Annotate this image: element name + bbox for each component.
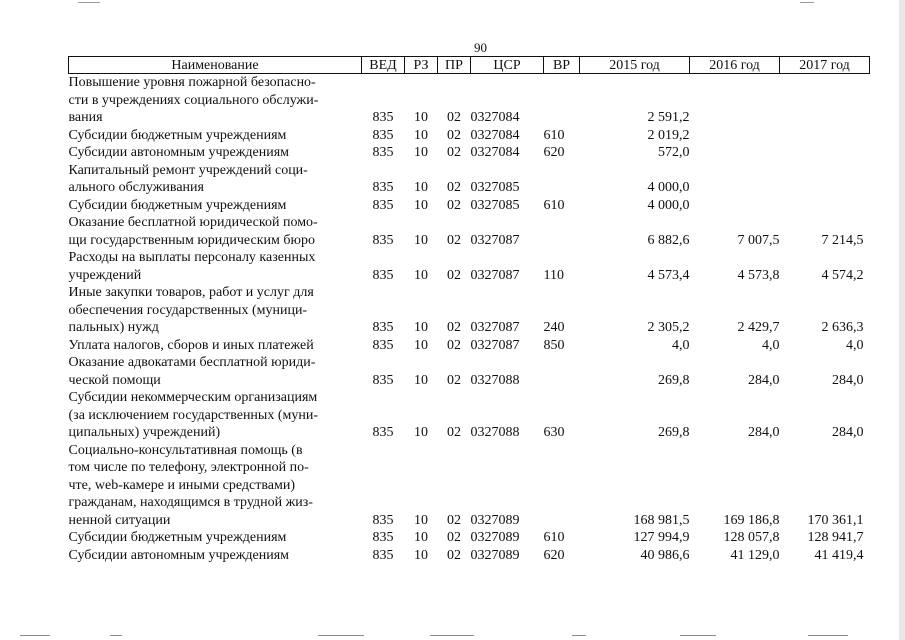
row-pr: 02 [447, 232, 461, 248]
row-2016 [690, 162, 780, 197]
table-row [69, 214, 870, 249]
row-2016 [690, 197, 780, 215]
table-header-row [69, 57, 870, 74]
row-pr: 02 [447, 180, 461, 195]
row-2017 [780, 162, 870, 197]
row-2015: 2 305,2 [647, 320, 690, 335]
row-rz: 10 [414, 145, 428, 160]
table-row [69, 442, 870, 530]
row-2015: 4,0 [672, 337, 690, 353]
row-2017 [780, 74, 870, 127]
row-vr: 610 [543, 127, 565, 143]
scan-edge-top [0, 0, 905, 6]
row-rz: 10 [414, 512, 428, 528]
row-ved: 835 [372, 110, 394, 125]
row-rz: 10 [414, 337, 428, 353]
row-rz: 10 [414, 267, 428, 283]
row-2016 [690, 127, 780, 145]
column-header-csr: ЦСР [471, 57, 544, 74]
row-rz: 10 [414, 232, 428, 248]
row-2017: 7 214,5 [821, 232, 864, 248]
row-2016: 128 057,8 [723, 530, 780, 545]
row-name: Оказание бесплатной юридической помо- щи государственным юридическим бюро [68, 215, 318, 248]
row-pr: 02 [447, 197, 461, 213]
scan-mark [680, 635, 716, 636]
budget-table [68, 56, 870, 564]
row-csr: 0327089 [470, 547, 520, 563]
row-2015: 168 981,5 [633, 512, 690, 528]
row-pr: 02 [447, 372, 461, 388]
row-vr [544, 354, 580, 389]
row-ved: 835 [372, 127, 394, 143]
row-rz: 10 [414, 320, 428, 335]
row-2017 [780, 127, 870, 145]
row-2017: 4 574,2 [821, 267, 864, 283]
scan-mark [20, 635, 50, 636]
row-csr: 0327084 [470, 110, 520, 125]
row-pr: 02 [447, 547, 461, 563]
scan-mark [430, 635, 474, 636]
row-2016: 4 573,8 [737, 267, 780, 283]
row-rz: 10 [414, 180, 428, 195]
row-name: Субсидии автономным учреждениям [68, 145, 290, 160]
row-pr: 02 [447, 110, 461, 125]
column-header-2017: 2017 год [780, 57, 870, 74]
scan-mark [110, 635, 122, 636]
row-vr: 620 [543, 145, 565, 160]
row-csr: 0327084 [470, 127, 520, 143]
row-name: Оказание адвокатами бесплатной юриди- ческой помощи [68, 355, 316, 388]
row-2016: 169 186,8 [723, 512, 780, 528]
row-ved: 835 [372, 267, 394, 283]
row-vr [544, 442, 580, 530]
row-2017: 41 419,4 [814, 547, 864, 563]
row-pr: 02 [447, 530, 461, 545]
row-2017: 2 636,3 [821, 320, 864, 335]
row-pr: 02 [447, 320, 461, 335]
table-row [69, 389, 870, 442]
row-ved: 835 [372, 337, 394, 353]
column-header-2015: 2015 год [580, 57, 690, 74]
row-2016: 41 129,0 [730, 547, 780, 563]
row-2016 [690, 144, 780, 162]
row-csr: 0327087 [470, 320, 520, 335]
row-pr: 02 [447, 512, 461, 528]
column-header-pr: ПР [438, 57, 471, 74]
row-2017 [780, 144, 870, 162]
row-name: Уплата налогов, сборов и иных платежей [68, 337, 314, 353]
row-2016: 284,0 [748, 372, 780, 388]
row-name: Субсидии бюджетным учреждениям [68, 197, 287, 213]
row-csr: 0327087 [470, 337, 520, 353]
row-2017: 284,0 [832, 372, 864, 388]
row-pr: 02 [447, 127, 461, 143]
table-row [69, 354, 870, 389]
table-row [69, 162, 870, 197]
scan-mark [78, 2, 100, 3]
table-row [69, 74, 870, 127]
row-2016 [690, 74, 780, 127]
row-2016: 4,0 [762, 337, 780, 353]
table-row [69, 144, 870, 162]
row-ved: 835 [372, 180, 394, 195]
row-ved: 835 [372, 530, 394, 545]
row-ved: 835 [372, 145, 394, 160]
row-pr: 02 [447, 145, 461, 160]
row-2015: 2 019,2 [647, 127, 690, 143]
row-2015: 40 986,6 [640, 547, 690, 563]
row-vr: 620 [543, 547, 565, 563]
row-rz: 10 [414, 197, 428, 213]
row-rz: 10 [414, 127, 428, 143]
row-vr: 630 [543, 425, 565, 440]
row-2016: 284,0 [748, 425, 780, 440]
scan-mark [800, 2, 814, 3]
row-vr [544, 162, 580, 197]
column-header-ved: ВЕД [362, 57, 405, 74]
row-2017: 4,0 [846, 337, 864, 353]
row-2017: 170 361,1 [807, 512, 864, 528]
row-vr: 240 [543, 320, 565, 335]
row-vr: 610 [543, 197, 565, 213]
row-rz: 10 [414, 530, 428, 545]
row-name: Субсидии бюджетным учреждениям [68, 530, 287, 545]
row-csr: 0327084 [470, 145, 520, 160]
row-name: Капитальный ремонт учреждений соци- ального обслуживания [68, 162, 308, 195]
row-ved: 835 [372, 512, 394, 528]
scan-mark [808, 635, 848, 636]
table-row [69, 249, 870, 284]
row-ved: 835 [372, 547, 394, 563]
row-csr: 0327085 [470, 197, 520, 213]
table-row [69, 337, 870, 355]
row-csr: 0327089 [470, 512, 520, 528]
row-name: Социально-консультативная помощь (в том числе по телефону, электронной по- чте, web-камере и иными средствами) гражданам, находящимся в трудной жиз- ненной ситуации [68, 442, 313, 528]
row-pr: 02 [447, 425, 461, 440]
scan-edge-bottom [0, 630, 905, 640]
table-row [69, 127, 870, 145]
row-2016: 2 429,7 [737, 320, 780, 335]
table-row [69, 284, 870, 337]
row-csr: 0327088 [470, 372, 520, 388]
row-rz: 10 [414, 372, 428, 388]
row-2015: 4 000,0 [647, 197, 690, 213]
row-csr: 0327089 [470, 530, 520, 545]
row-rz: 10 [414, 547, 428, 563]
scan-edge-right [899, 0, 905, 640]
row-vr [544, 214, 580, 249]
row-csr: 0327085 [470, 180, 520, 195]
row-ved: 835 [372, 372, 394, 388]
row-2017: 128 941,7 [807, 530, 864, 545]
column-header-vr: ВР [544, 57, 580, 74]
row-csr: 0327087 [470, 232, 520, 248]
row-2015: 4 000,0 [647, 180, 690, 195]
row-rz: 10 [414, 110, 428, 125]
row-vr [544, 74, 580, 127]
row-name: Субсидии автономным учреждениям [68, 547, 290, 563]
row-2017: 284,0 [832, 425, 864, 440]
row-2015: 6 882,6 [647, 232, 690, 248]
row-ved: 835 [372, 320, 394, 335]
row-ved: 835 [372, 197, 394, 213]
column-header-2016: 2016 год [690, 57, 780, 74]
row-pr: 02 [447, 337, 461, 353]
row-2015: 4 573,4 [647, 267, 690, 283]
row-2015: 269,8 [658, 425, 690, 440]
column-header-rz: РЗ [405, 57, 438, 74]
row-name: Субсидии бюджетным учреждениям [68, 127, 287, 143]
row-vr: 610 [543, 530, 565, 545]
row-2015: 2 591,2 [647, 110, 690, 125]
scan-mark [572, 635, 586, 636]
row-name: Повышение уровня пожарной безопасно- сти в учреждениях социального обслужи- вания [68, 75, 319, 125]
row-pr: 02 [447, 267, 461, 283]
row-ved: 835 [372, 425, 394, 440]
table-row [69, 529, 870, 547]
column-header-name: Наименование [69, 57, 362, 74]
scan-mark [318, 635, 364, 636]
table-row [69, 547, 870, 565]
row-name: Субсидии некоммерческим организациям (за исключением государственных (муни- ципальных) учреждений) [68, 390, 318, 440]
row-ved: 835 [372, 232, 394, 248]
row-2015: 572,0 [658, 145, 690, 160]
row-2017 [780, 197, 870, 215]
table-row [69, 197, 870, 215]
row-2015: 269,8 [658, 372, 690, 388]
row-vr: 850 [543, 337, 565, 353]
page-number: 90 [474, 40, 487, 55]
row-name: Иные закупки товаров, работ и услуг для обеспечения государственных (муници- пальных) нужд [68, 285, 314, 335]
row-csr: 0327088 [470, 425, 520, 440]
table-body [69, 74, 870, 565]
row-name: Расходы на выплаты персоналу казенных учреждений [68, 250, 316, 283]
row-vr: 110 [543, 267, 564, 283]
row-2016: 7 007,5 [737, 232, 780, 248]
row-2015: 127 994,9 [633, 530, 690, 545]
row-rz: 10 [414, 425, 428, 440]
row-csr: 0327087 [470, 267, 520, 283]
